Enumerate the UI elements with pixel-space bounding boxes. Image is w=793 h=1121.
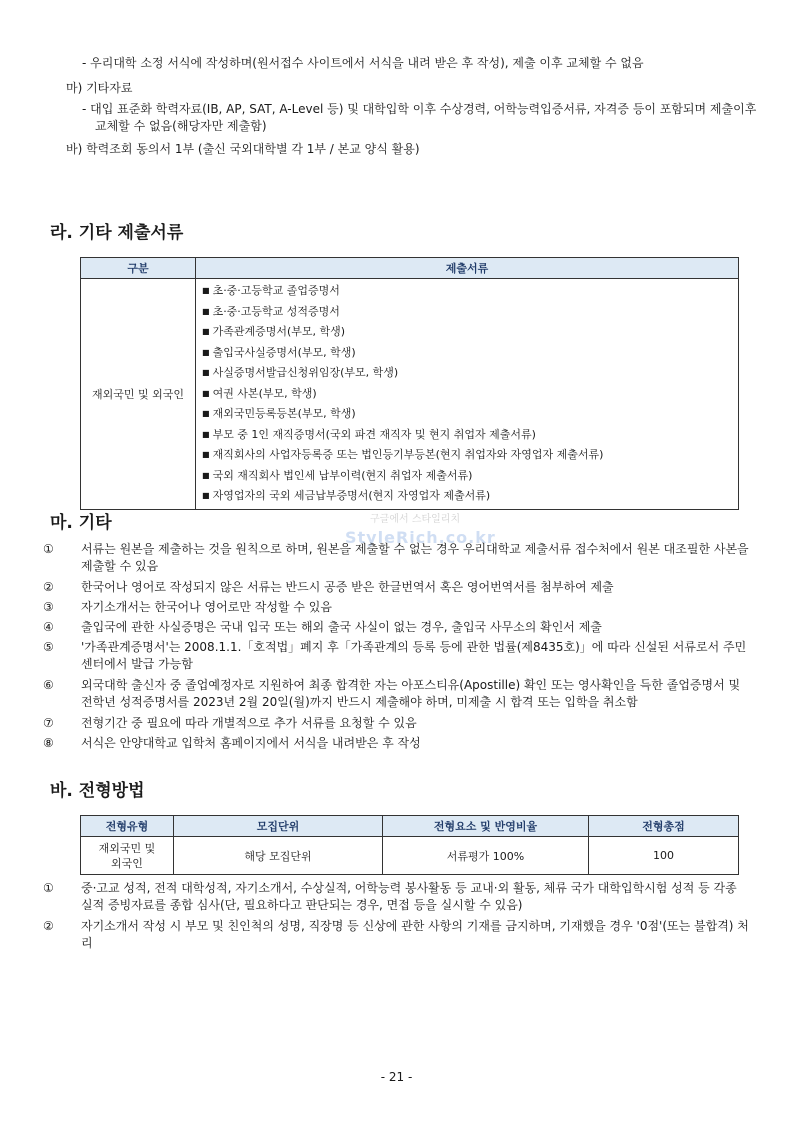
ma-item-7 <box>43 715 752 732</box>
doc-item: ■ 국외 재직회사 법인세 납부이력(현지 취업자 제출서류) <box>202 466 732 487</box>
documents-table <box>80 257 739 510</box>
ma-item-2 <box>43 579 752 596</box>
watermark-small: 구글에서 스타일리치 <box>370 514 461 525</box>
cell-type <box>81 837 174 875</box>
header-ratio: 전형요소 및 반영비율 <box>383 816 589 837</box>
item-text: '가족관계증명서'는 2008.1.1.「호적법」폐지 후「가족관계의 등록 등에 관한 법률(제8435호)」에 따라 신설된 서류로서 주민센터에서 발급 가능함 <box>81 640 747 671</box>
section-ba-title: 바. 전형방법 <box>50 781 145 801</box>
section-ra-title: 라. 기타 제출서류 <box>50 223 184 243</box>
watermark: StyleRich.co.kr <box>345 528 496 547</box>
doc-item: ■ 사실증명서발급신청위임장(부모, 학생) <box>202 363 732 384</box>
ma-item-1 <box>43 541 752 575</box>
doc-item: ■ 초·중·고등학교 성적증명서 <box>202 302 732 323</box>
doc-item: ■ 가족관계증명서(부모, 학생) <box>202 322 732 343</box>
doc-item: ■ 여권 사본(부모, 학생) <box>202 384 732 405</box>
ma-item-8 <box>43 735 752 752</box>
header-unit: 모집단위 <box>174 816 383 837</box>
item-text: 출입국에 관한 사실증명은 국내 입국 또는 해외 출국 사실이 없는 경우, 출입국 사무소의 확인서 제출 <box>81 620 602 634</box>
cell-total: 100 <box>589 837 739 875</box>
col-category-header: 구분 <box>81 258 196 279</box>
doc-item: ■ 초·중·고등학교 졸업증명서 <box>202 281 732 302</box>
item-number: ⑥ <box>43 678 54 692</box>
item-number: ② <box>43 919 54 933</box>
page-number: - 21 - <box>380 1070 413 1084</box>
header-type: 전형유형 <box>81 816 174 837</box>
ma-item-3 <box>43 599 752 616</box>
ma-item-4 <box>43 619 752 636</box>
doc-item: ■ 자영업자의 국외 세금납부증명서(현지 자영업자 제출서류) <box>202 486 732 507</box>
item-number: ③ <box>43 600 54 614</box>
ba-item-2 <box>43 918 752 952</box>
item-number: ④ <box>43 620 54 634</box>
item-number: ⑦ <box>43 716 54 730</box>
ba-item-1 <box>43 880 752 914</box>
cell-type-line2: 외국인 <box>111 856 143 870</box>
item-text: 자기소개서 작성 시 부모 및 친인척의 성명, 직장명 등 신상에 관한 사항의 기재를 금지하며, 기재했을 경우 '0점'(또는 불합격) 처리 <box>81 919 749 950</box>
category-cell: 재외국민 및 외국인 <box>81 279 196 510</box>
ma-item-6 <box>43 677 752 711</box>
item-text: 한국어나 영어로 작성되지 않은 서류는 반드시 공증 받은 한글번역서 혹은 영어번역서를 첨부하여 제출 <box>81 580 614 594</box>
item-number: ① <box>43 881 54 895</box>
item-text: 중·고교 성적, 전적 대학성적, 자기소개서, 수상실적, 어학능력 봉사활동 등 교내·외 활동, 체류 국가 대학입학시험 성적 등 각종 실적 증빙자료를 종합 심사(단, 필요하다고 판단되는 경우, 면접 등을 실시할 수 있음) <box>81 881 737 912</box>
doc-item: ■ 출입국사실증명서(부모, 학생) <box>202 343 732 364</box>
ma-label: 마) 기타자료 <box>66 81 133 95</box>
cell-type-line1: 재외국민 및 <box>98 841 156 855</box>
item-text: 자기소개서는 한국어나 영어로만 작성할 수 있음 <box>81 600 332 614</box>
item-text: 전형기간 중 필요에 따라 개별적으로 추가 서류를 요청할 수 있음 <box>81 716 417 730</box>
cell-ratio: 서류평가 100% <box>383 837 589 875</box>
selection-method-table <box>80 815 739 875</box>
section-ma-title: 마. 기타 <box>50 513 112 533</box>
item-number: ① <box>43 542 54 556</box>
docs-list-cell <box>196 279 739 510</box>
doc-item: ■ 재외국민등록등본(부모, 학생) <box>202 404 732 425</box>
item-text: 서식은 안양대학교 입학처 홈페이지에서 서식을 내려받은 후 작성 <box>81 736 421 750</box>
ma-text: - 대입 표준화 학력자료(IB, AP, SAT, A-Level 등) 및 대학입학 이후 수상경력, 어학능력입증서류, 자격증 등이 포함되며 제출이후 교체할 수 없음(해당자만 제출함) <box>82 102 757 133</box>
item-number: ⑤ <box>43 640 54 654</box>
col-docs-header: 제출서류 <box>196 258 739 279</box>
cell-unit: 해당 모집단위 <box>174 837 383 875</box>
header-total: 전형총점 <box>589 816 739 837</box>
top-line-1: - 우리대학 소정 서식에 작성하며(원서접수 사이트에서 서식을 내려 받은 후 작성), 제출 이후 교체할 수 없음 <box>82 56 644 70</box>
ba-text: 바) 학력조회 동의서 1부 (출신 국외대학별 각 1부 / 본교 양식 활용) <box>66 142 420 156</box>
item-number: ② <box>43 580 54 594</box>
doc-item: ■ 부모 중 1인 재직증명서(국외 파견 재직자 및 현지 취업자 제출서류) <box>202 425 732 446</box>
doc-item: ■ 재직회사의 사업자등록증 또는 법인등기부등본(현지 취업자와 자영업자 제출서류) <box>202 445 732 466</box>
item-number: ⑧ <box>43 736 54 750</box>
ma-item-5 <box>43 639 752 673</box>
item-text: 외국대학 출신자 중 졸업예정자로 지원하여 최종 합격한 자는 아포스티유(Apostille) 확인 또는 영사확인을 득한 졸업증명서 및 전학년 성적증명서를 2023년 2월 20일(월)까지 반드시 제출해야 하며, 미제출 시 합격 또는 입학을 취소함 <box>81 678 741 709</box>
item-text: 서류는 원본을 제출하는 것을 원칙으로 하며, 원본을 제출할 수 없는 경우 우리대학교 제출서류 접수처에서 원본 대조필한 사본을 제출할 수 있음 <box>81 542 749 573</box>
